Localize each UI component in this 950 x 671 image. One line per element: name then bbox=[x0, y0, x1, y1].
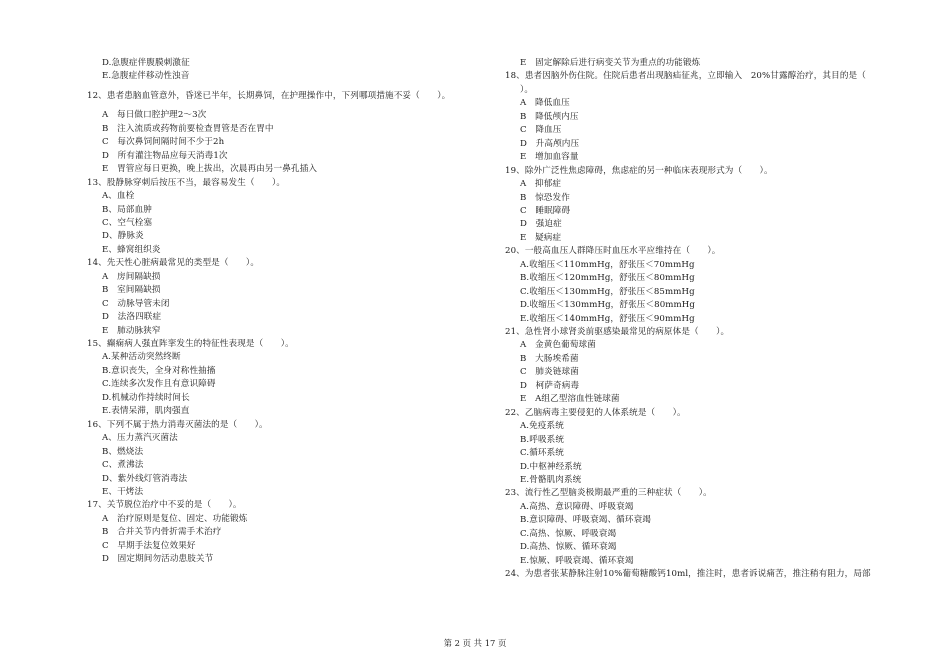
option-text: A 房间隔缺损 bbox=[102, 271, 161, 282]
option-text: C.连续多次发作且有意识障碍 bbox=[102, 379, 216, 390]
option-text: D.高热、惊厥、循环衰竭 bbox=[520, 542, 617, 553]
option-text: B 惊恐发作 bbox=[520, 192, 570, 203]
option-text: D.收缩压＜130mmHg，舒张压＜80mmHg bbox=[520, 300, 695, 311]
option-text: E 疑病症 bbox=[520, 232, 562, 243]
option-text: D.中枢神经系统 bbox=[520, 461, 582, 472]
option-text: B.意识丧失，全身对称性抽搐 bbox=[102, 365, 216, 376]
option-text: C.收缩压＜130mmHg，舒张压＜85mmHg bbox=[520, 286, 695, 297]
option-text: B 大肠埃希菌 bbox=[520, 353, 579, 364]
option-text: D 法洛四联症 bbox=[102, 312, 162, 323]
question-text: 22、乙脑病毒主要侵犯的人体系统是（ ）。 bbox=[505, 407, 686, 418]
option-text: C、煮沸法 bbox=[102, 460, 144, 471]
option-text: D 升高颅内压 bbox=[520, 138, 580, 149]
option-text: D、静脉炎 bbox=[102, 231, 144, 242]
question-text: 23、流行性乙型脑炎极期最严重的三种症状（ ）。 bbox=[505, 488, 712, 499]
option-text: C 早期手法复位效果好 bbox=[102, 540, 196, 551]
option-text: E.表情呆滞，肌肉强直 bbox=[102, 406, 190, 417]
option-text: B 注入流质或药物前要检查胃管是否在胃中 bbox=[102, 123, 274, 134]
option-text: C 动脉导管未闭 bbox=[102, 298, 170, 309]
option-text: A 金黄色葡萄球菌 bbox=[520, 340, 596, 351]
option-text: E.骨骼肌肉系统 bbox=[520, 474, 582, 485]
question-text: 13、股静脉穿刺后按压不当，最容易发生（ ）。 bbox=[87, 177, 286, 188]
question-text: 21、急性肾小球肾炎前驱感染最常见的病原体是（ ）。 bbox=[505, 327, 730, 337]
option-text: D、紫外线灯管消毒法 bbox=[102, 473, 188, 484]
question-text: 15、癫痫病人强直阵挛发生的特征性表现是（ ）。 bbox=[87, 339, 294, 349]
option-text: E、蜂窝组织炎 bbox=[102, 244, 161, 255]
option-text: B 室间隔缺损 bbox=[102, 285, 161, 296]
option-text: B.收缩压＜120mmHg，舒张压＜80mmHg bbox=[520, 273, 695, 284]
option-text: E 肺动脉狭窄 bbox=[102, 325, 161, 336]
option-text: D.急腹症伴腹膜刺激征 bbox=[102, 58, 190, 68]
option-text: A 治疗原则是复位、固定、功能锻炼 bbox=[102, 513, 248, 524]
option-text: A、压力蒸汽灭菌法 bbox=[102, 433, 178, 444]
question-text: 12、患者患脑血管意外，昏迷已半年，长期鼻饲，在护理操作中，下列哪项措施不妥（ ）。 bbox=[87, 90, 451, 101]
question-text: 24、为患者张某静脉注射10%葡萄糖酸钙10ml，推注时，患者诉说痛苦，推注稍有阻力，局部 bbox=[505, 569, 871, 580]
page-footer: 第 2 页 共 17 页 bbox=[443, 638, 507, 648]
option-text: A.免疫系统 bbox=[520, 421, 564, 432]
option-text: D 所有灌注物品应每天消毒1次 bbox=[102, 150, 228, 161]
option-text: D.机械动作持续时间长 bbox=[102, 392, 190, 403]
option-text: E.收缩压＜140mmHg，舒张压＜90mmHg bbox=[520, 313, 695, 324]
question-text: 16、下列不属于热力消毒灭菌法的是（ ）。 bbox=[87, 419, 268, 430]
option-text: D 强迫症 bbox=[520, 219, 562, 230]
option-text: C 降血压 bbox=[520, 125, 562, 136]
question-text: 20、一般高血压人群降压时血压水平应维持在（ ）。 bbox=[505, 246, 721, 257]
option-text: A 降低血压 bbox=[520, 98, 570, 109]
option-text: B.呼吸系统 bbox=[520, 434, 565, 445]
option-text: A 抑郁症 bbox=[520, 179, 562, 190]
option-text: C 肺炎链球菌 bbox=[520, 367, 579, 378]
question-text: 18、患者因脑外伤住院。住院后患者出现脑疝征兆，立即输入 20%甘露醇治疗，其目的是（ bbox=[505, 71, 884, 82]
option-text: A.某种活动突然终断 bbox=[102, 352, 181, 363]
option-text: E 增加血容量 bbox=[520, 152, 579, 163]
question-text: 19、除外广泛性焦虑障碍，焦虑症的另一种临床表现形式为（ ）。 bbox=[505, 165, 773, 176]
question-text: 17、关节脱位治疗中不妥的是（ ）。 bbox=[87, 500, 242, 511]
option-text: A、血栓 bbox=[102, 191, 135, 202]
option-text: A.收缩压＜110mmHg，舒张压＜70mmHg bbox=[520, 259, 695, 270]
option-text: E 固定解除后进行病变关节为重点的功能锻炼 bbox=[520, 58, 701, 68]
question-text-continued: ）。 bbox=[520, 84, 534, 95]
option-text: D 柯萨奇病毒 bbox=[520, 380, 580, 391]
option-text: B 降低颅内压 bbox=[520, 111, 579, 122]
option-text: A.高热、意识障碍、呼吸衰竭 bbox=[520, 501, 634, 512]
option-text: C 每次鼻饲间隔时间不少于2h bbox=[102, 137, 225, 148]
option-text: B.意识障碍、呼吸衰竭、循环衰竭 bbox=[520, 515, 651, 526]
option-text: B 合并关节内骨折需手术治疗 bbox=[102, 527, 222, 538]
option-text: C、空气栓塞 bbox=[102, 217, 153, 228]
option-text: E、干烤法 bbox=[102, 486, 144, 497]
option-text: E.惊厥、呼吸衰竭、循环衰竭 bbox=[520, 555, 634, 566]
option-text: C.高热、惊厥、呼吸衰竭 bbox=[520, 528, 617, 539]
option-text: C.循环系统 bbox=[520, 448, 564, 459]
option-text: C 睡眠障碍 bbox=[520, 205, 571, 216]
option-text: E 胃管应每日更换，晚上拔出，次晨再由另一鼻孔插入 bbox=[102, 164, 318, 175]
option-text: D 固定期间勿活动患肢关节 bbox=[102, 554, 214, 565]
option-text: E.急腹症伴移动性浊音 bbox=[102, 71, 190, 82]
question-text: 14、先天性心脏病最常见的类型是（ ）。 bbox=[87, 258, 260, 269]
option-text: B、燃烧法 bbox=[102, 446, 144, 457]
option-text: A 每日做口腔护理2～3次 bbox=[102, 110, 207, 121]
option-text: B、局部血肿 bbox=[102, 204, 152, 215]
option-text: E A组乙型溶血性链球菌 bbox=[520, 394, 620, 405]
